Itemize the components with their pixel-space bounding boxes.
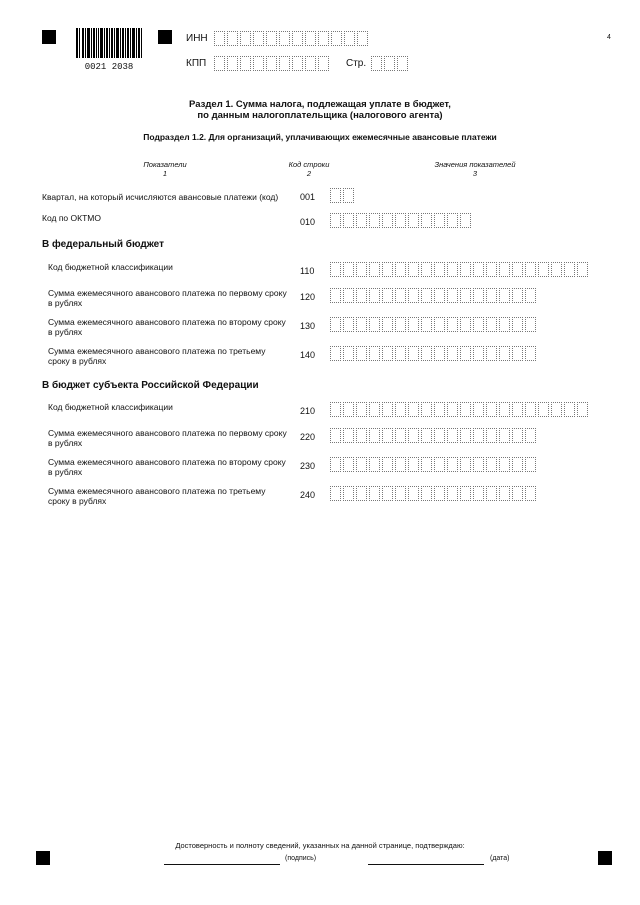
row-230-code: 230 — [300, 461, 316, 471]
row-010-code: 010 — [300, 217, 316, 227]
row-010-field[interactable] — [330, 213, 473, 228]
date-label: (дата) — [490, 855, 510, 862]
date-line[interactable] — [368, 864, 484, 865]
column-header-indicators — [115, 160, 215, 178]
registration-marker-bottom-right — [598, 851, 612, 865]
row-220-code: 220 — [300, 432, 316, 442]
row-110-code: 110 — [300, 266, 315, 276]
section-title-line-1: Раздел 1. Сумма налога, подлежащая уплате в бюджет, — [189, 99, 451, 110]
row-210-code: 210 — [300, 406, 316, 416]
row-140-label: Сумма ежемесячного авансового платежа по третьему сроку в рублях — [48, 346, 266, 366]
row-130-field[interactable] — [330, 317, 538, 332]
column-header-line-code-title: Код строки — [288, 160, 330, 169]
row-230-label: Сумма ежемесячного авансового платежа по второму сроку в рублях — [48, 457, 286, 477]
row-140-code: 140 — [300, 350, 316, 360]
column-header-line-code-number: 2 — [306, 169, 312, 178]
row-110-field[interactable] — [330, 262, 590, 277]
section-title-line-2: по данным налогоплательщика (налогового агента) — [197, 110, 443, 121]
inn-label: ИНН — [186, 33, 208, 44]
row-130-label: Сумма ежемесячного авансового платежа по второму сроку в рублях — [48, 317, 286, 337]
page-number: 4 — [607, 34, 611, 41]
column-header-values — [410, 160, 540, 178]
column-header-line-code — [264, 160, 354, 178]
signature-label: (подпись) — [285, 855, 317, 862]
row-240-label: Сумма ежемесячного авансового платежа по третьему сроку в рублях — [48, 486, 266, 506]
page-field[interactable] — [371, 56, 410, 71]
barcode-number: 0021 2038 — [84, 62, 134, 72]
inn-field[interactable] — [214, 31, 370, 46]
row-001-label: Квартал, на который исчисляются авансовые платежи (код) — [42, 192, 279, 202]
row-010-label: Код по ОКТМО — [42, 213, 101, 223]
row-120-field[interactable] — [330, 288, 538, 303]
kpp-field[interactable] — [214, 56, 331, 71]
column-header-indicators-number: 1 — [162, 169, 168, 178]
row-001-code: 001 — [300, 192, 316, 202]
column-header-values-number: 3 — [472, 169, 478, 178]
subsection-title: Подраздел 1.2. Для организаций, уплачивающих ежемесячные авансовые платежи — [143, 132, 497, 142]
row-230-field[interactable] — [330, 457, 538, 472]
barcode-bars — [76, 28, 142, 58]
row-130-code: 130 — [300, 321, 316, 331]
row-110-label: Код бюджетной классификации — [48, 262, 173, 272]
row-120-label: Сумма ежемесячного авансового платежа по первому сроку в рублях — [48, 288, 287, 308]
federal-budget-heading: В федеральный бюджет — [42, 239, 164, 250]
row-120-code: 120 — [300, 292, 316, 302]
row-001-field[interactable] — [330, 188, 356, 203]
registration-marker-top-center — [158, 30, 172, 44]
barcode — [76, 28, 142, 72]
signature-line[interactable] — [164, 864, 280, 865]
row-240-code: 240 — [300, 490, 316, 500]
column-header-values-title: Значения показателей — [434, 160, 516, 169]
section-title — [0, 99, 640, 121]
kpp-label: КПП — [186, 58, 207, 69]
page-label: Стр. — [346, 58, 367, 69]
row-220-label: Сумма ежемесячного авансового платежа по первому сроку в рублях — [48, 428, 287, 448]
registration-marker-top-left — [42, 30, 56, 44]
column-header-indicators-title: Показатели — [143, 160, 187, 169]
confirmation-text: Достоверность и полноту сведений, указанных на данной странице, подтверждаю: — [175, 841, 465, 850]
row-240-field[interactable] — [330, 486, 538, 501]
row-210-field[interactable] — [330, 402, 590, 417]
row-220-field[interactable] — [330, 428, 538, 443]
regional-budget-heading: В бюджет субъекта Российской Федерации — [42, 380, 259, 391]
registration-marker-bottom-left — [36, 851, 50, 865]
row-140-field[interactable] — [330, 346, 538, 361]
row-210-label: Код бюджетной классификации — [48, 402, 173, 412]
